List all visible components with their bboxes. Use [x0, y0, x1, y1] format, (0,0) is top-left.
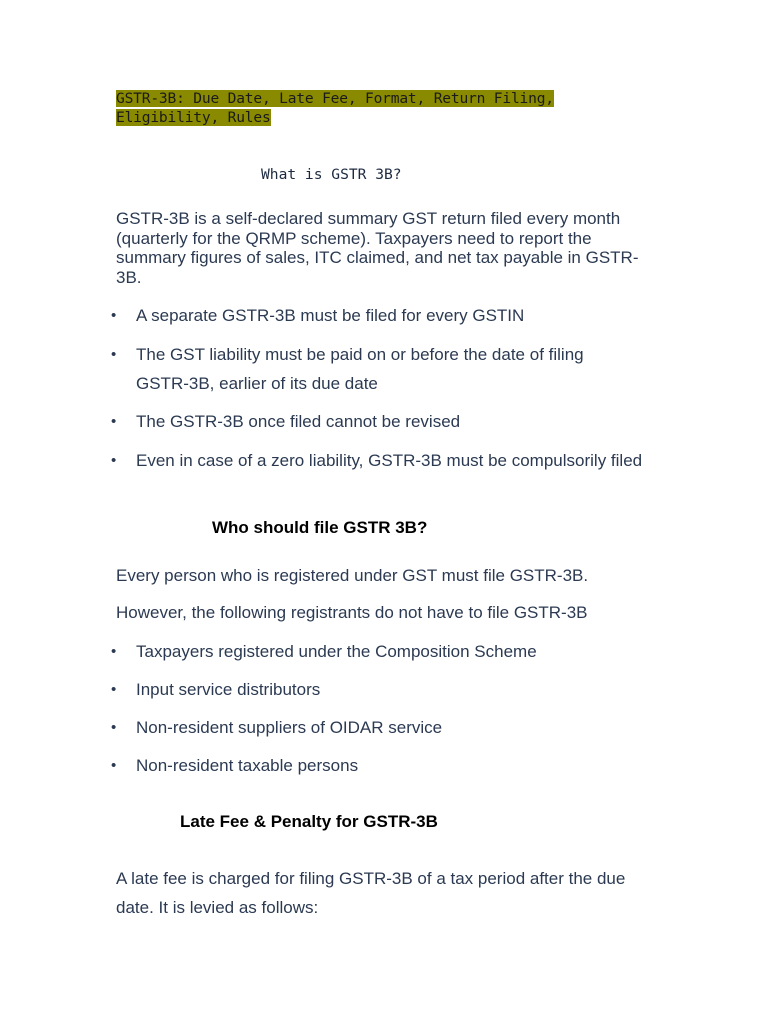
section-heading-late-fee: Late Fee & Penalty for GSTR-3B: [180, 812, 438, 831]
list-item-text: Input service distributors: [136, 680, 321, 699]
list-item-text: Taxpayers registered under the Composition Scheme: [136, 642, 537, 661]
list-item-text: The GST liability must be paid on or before the date of filing GSTR-3B, earlier of its due date: [136, 345, 584, 393]
list-item-text: A separate GSTR-3B must be filed for every GSTIN: [136, 306, 525, 325]
section-heading-who-should-file: Who should file GSTR 3B?: [212, 518, 428, 537]
bullet-icon: •: [111, 346, 117, 363]
bullet-icon: •: [111, 757, 117, 774]
bullet-icon: •: [111, 681, 117, 698]
bullet-icon: •: [111, 307, 117, 324]
title-highlight: GSTR-3B: Due Date, Late Fee, Format, Return Filing, Eligibility, Rules: [116, 90, 554, 126]
bullet-icon: •: [111, 413, 117, 430]
list-item-text: The GSTR-3B once filed cannot be revised: [136, 412, 461, 431]
bullet-icon: •: [111, 719, 117, 736]
bullet-icon: •: [111, 452, 117, 469]
document-title: [116, 89, 586, 127]
list-item-text: Non-resident suppliers of OIDAR service: [136, 718, 443, 737]
list-item-text: Even in case of a zero liability, GSTR-3B must be compulsorily filed: [136, 451, 643, 470]
intro-paragraph: GSTR-3B is a self-declared summary GST return filed every month (quarterly for the QRMP scheme). Taxpayers need to report the summary figures of sales, ITC claimed, and net tax payable in GSTR-3B.: [116, 209, 639, 288]
late-fee-paragraph: A late fee is charged for filing GSTR-3B of a tax period after the due date. It is levied as follows:: [116, 869, 626, 917]
section-heading-what-is-gstr3b: What is GSTR 3B?: [261, 166, 402, 183]
eligibility-paragraph: Every person who is registered under GST must file GSTR-3B.: [116, 566, 589, 585]
bullet-icon: •: [111, 643, 117, 660]
exemption-intro-paragraph: However, the following registrants do not have to file GSTR-3B: [116, 603, 588, 622]
list-item-text: Non-resident taxable persons: [136, 756, 359, 775]
